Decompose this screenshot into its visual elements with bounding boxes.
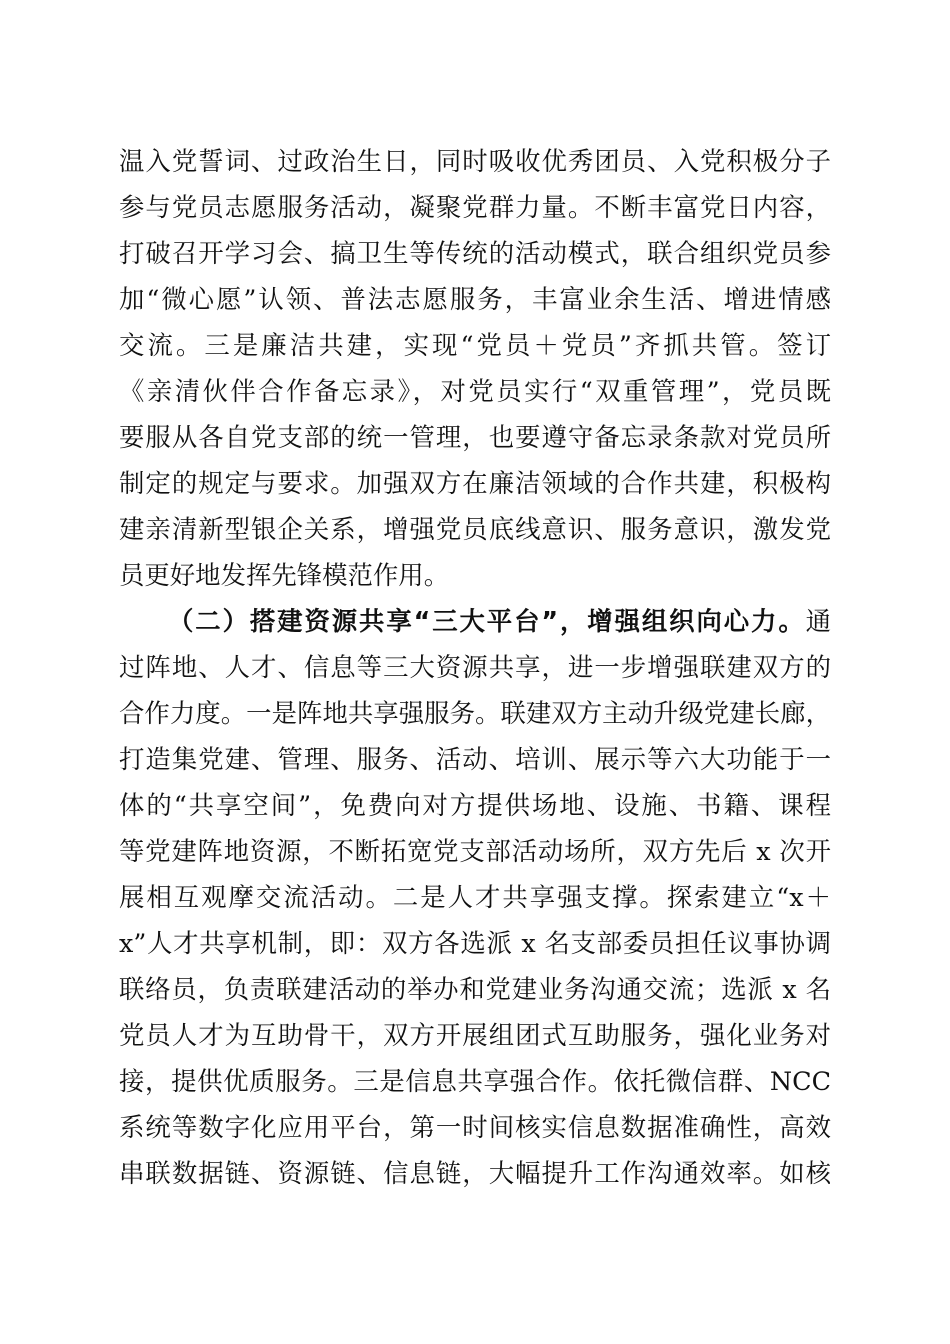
paragraph1-line-10: 员更好地发挥先锋模范作用。 xyxy=(119,560,450,590)
paragraph2-line-4: 体的“共享空间”，免费向对方提供场地、设施、书籍、课程 xyxy=(119,790,831,820)
paragraph1-line-3: 打破召开学习会、搞卫生等传统的活动模式，联合组织党员参 xyxy=(119,238,831,268)
paragraph1-line-1: 温入党誓词、过政治生日，同时吸收优秀团员、入党积极分子 xyxy=(119,146,831,176)
paragraph1-line-8: 制定的规定与要求。加强双方在廉洁领域的合作共建，积极构 xyxy=(119,468,831,498)
paragraph2-line-8: 联络员，负责联建活动的举办和党建业务沟通交流；选派 x 名 xyxy=(119,974,831,1004)
paragraph1-line-9: 建亲清新型银企关系，增强党员底线意识、服务意识，激发党 xyxy=(119,514,831,544)
paragraph1-line-6: 《亲清伙伴合作备忘录》，对党员实行“双重管理”，党员既 xyxy=(119,376,831,406)
section-heading-line xyxy=(168,598,831,644)
paragraph2-line-2: 合作力度。一是阵地共享强服务。联建双方主动升级党建长廊， xyxy=(119,698,831,728)
paragraph2-line-10: 接，提供优质服务。三是信息共享强合作。依托微信群、NCC xyxy=(119,1066,831,1096)
paragraph2-line-1: 过阵地、人才、信息等三大资源共享，进一步增强联建双方的 xyxy=(119,652,831,682)
paragraph2-line-5: 等党建阵地资源，不断拓宽党支部活动场所，双方先后 x 次开 xyxy=(119,836,831,866)
paragraph2-line-11: 系统等数字化应用平台，第一时间核实信息数据准确性，高效 xyxy=(119,1112,831,1142)
paragraph2-line-7: x”人才共享机制，即：双方各选派 x 名支部委员担任议事协调 xyxy=(119,928,831,958)
paragraph1-line-2: 参与党员志愿服务活动，凝聚党群力量。不断丰富党日内容， xyxy=(119,192,831,222)
paragraph2-line-3: 打造集党建、管理、服务、活动、培训、展示等六大功能于一 xyxy=(119,744,831,774)
paragraph1-line-7: 要服从各自党支部的统一管理，也要遵守备忘录条款对党员所 xyxy=(119,422,831,452)
section-heading-tail: 通 xyxy=(805,606,831,636)
paragraph1-line-5: 交流。三是廉洁共建，实现“党员＋党员”齐抓共管。签订 xyxy=(119,330,831,360)
paragraph1-line-4: 加“微心愿”认领、普法志愿服务，丰富业余生活、增进情感 xyxy=(119,284,831,314)
paragraph2-line-12: 串联数据链、资源链、信息链，大幅提升工作沟通效率。如核 xyxy=(119,1158,831,1188)
paragraph2-line-6: 展相互观摩交流活动。二是人才共享强支撑。探索建立“x＋ xyxy=(119,882,831,912)
paragraph2-line-9: 党员人才为互助骨干，双方开展组团式互助服务，强化业务对 xyxy=(119,1020,831,1050)
section-heading: （二）搭建资源共享“三大平台”，增强组织向心力。 xyxy=(168,606,806,636)
